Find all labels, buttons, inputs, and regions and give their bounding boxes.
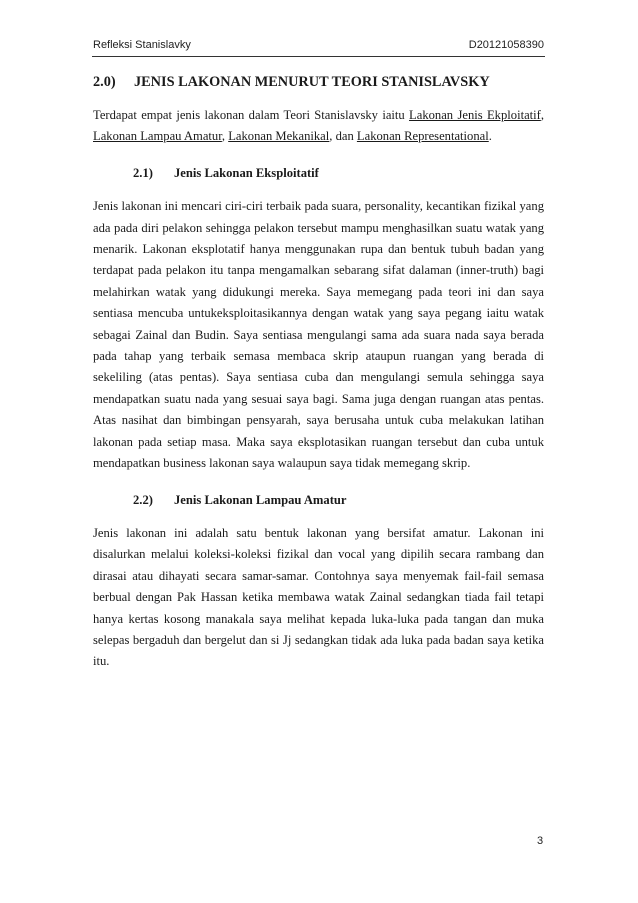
intro-text: . (488, 129, 492, 144)
header-student-id: D20121058390 (468, 39, 544, 51)
intro-text: , (540, 108, 545, 122)
link-lakonan-lampau-amatur: Lakonan Lampau Amatur (93, 129, 222, 144)
link-lakonan-representational: Lakonan Representational (356, 129, 489, 144)
subsection-title: Jenis Lakonan Eksploitatif (174, 165, 319, 180)
subsection-number: 2.1) (133, 165, 153, 180)
section-title: JENIS LAKONAN MENURUT TEORI STANISLAVSKY (134, 74, 490, 90)
subsection-number: 2.2) (133, 492, 153, 507)
subsection-heading-2-2 (93, 490, 544, 511)
page-number: 3 (537, 835, 544, 847)
subsection-2-1-paragraph: Jenis lakonan ini mencari ciri-ciri terbaik pada suara, personality, kecantikan fizikal yang ada pada diri pelakon sehingga pelakon tersebut mampu menghasilkan suatu watak yang menarik. Lakonan eksplotatif hanya menggunakan rupa dan bentuk tubuh badan yang terdapat pada pelakon itu tanpa mengamalkan sebarang sifat dalaman (inner-truth) bagi melahirkan watak yang didukungi mereka. Saya memegang pada teori ini dan saya sentiasa mencuba untukeksploitasikannya dengan watak yang saya pegang iaitu watak sebagai Zainal dan Budin. Saya sentiasa mengulangi sama ada suara nada saya berada pada tahap yang terbaik semasa membaca skrip ataupun ruangan yang berada di sekeliling (atas pentas). Saya sentiasa cuba dan mengulangi semula sehingga saya mendapatkan suatu nada yang sesuai saya bagi. Sama juga dengan ruangan atas pentas. Atas nasihat dan bimbingan pensyarah, saya berusaha untuk cuba melakukan latihan lakonan pada setiap masa. Maka saya eksplotasikan ruangan tersebut dan cuba untuk mendapatkan business lakonan saya walaupun saya tidak memegang skrip. (93, 199, 544, 471)
intro-text: , dan (329, 129, 357, 144)
intro-text: , (221, 129, 229, 144)
header-divider (92, 56, 545, 57)
link-lakonan-jenis-ekploitatif: Lakonan Jenis Ekploitatif (409, 108, 541, 122)
document-body (93, 72, 544, 673)
section-number: 2.0) (93, 74, 116, 90)
section-heading (93, 72, 544, 92)
subsection-2-2-paragraph: Jenis lakonan ini adalah satu bentuk lakonan yang bersifat amatur. Lakonan ini disalurkan melalui koleksi-koleksi fizikal dan vocal yang dipilih secara rambang dan dirasai atau dihayati secara samar-samar. Contohnya saya menyemak fail-fail semasa berbual dengan Pak Hassan ketika membawa watak Zainal sedangkan tiada fail tetapi hanya kertas kosong manakala saya melihat kepada luka-luka pada tangan dan muka selepas bergaduh dan bergelut dan si Jj sedangkan tidak ada luka pada badan saya ketika itu. (93, 525, 544, 669)
subsection-title: Jenis Lakonan Lampau Amatur (174, 492, 347, 507)
link-lakonan-mekanikal: Lakonan Mekanikal (228, 129, 330, 144)
subsection-heading-2-1 (93, 163, 544, 184)
intro-text: Terdapat empat jenis lakonan dalam Teori Stanislavsky iaitu (93, 108, 410, 122)
header-title: Refleksi Stanislavky (93, 39, 191, 51)
intro-paragraph (93, 105, 544, 148)
running-header (93, 39, 544, 51)
